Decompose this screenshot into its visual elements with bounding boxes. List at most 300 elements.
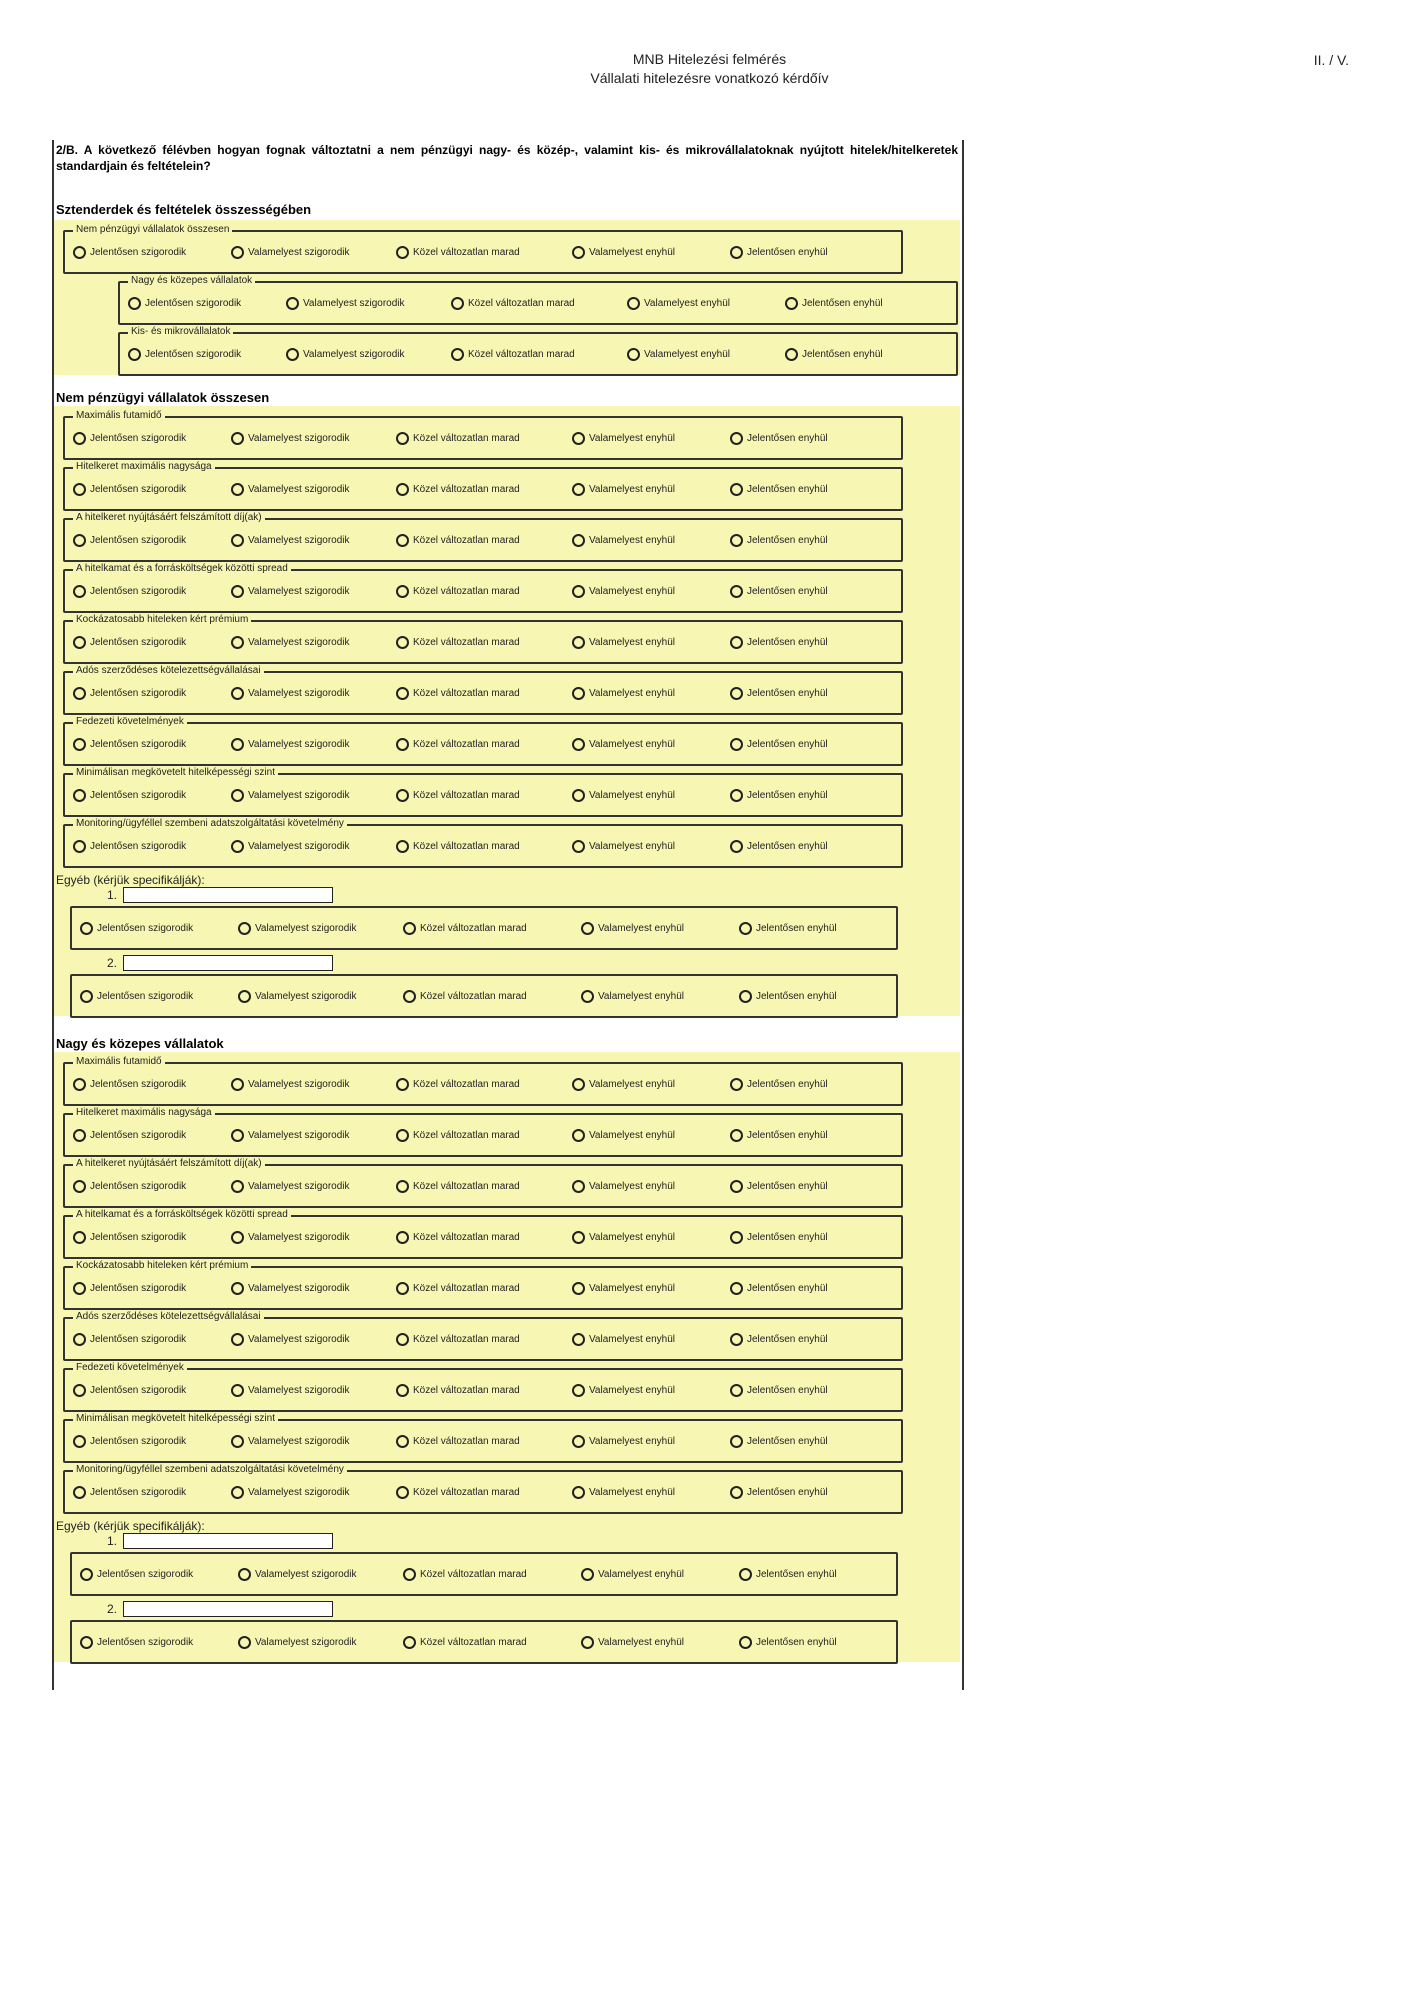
radio-option[interactable] bbox=[572, 483, 675, 496]
radio-option-label: Jelentősen enyhül bbox=[747, 687, 828, 699]
radio-option[interactable] bbox=[231, 585, 350, 598]
radio-button[interactable] bbox=[231, 534, 244, 547]
other-specify-input[interactable] bbox=[123, 887, 333, 903]
radio-button[interactable] bbox=[785, 297, 798, 310]
radio-option[interactable] bbox=[785, 297, 883, 310]
radio-option-label: Jelentősen enyhül bbox=[747, 1384, 828, 1396]
radio-option[interactable] bbox=[730, 1333, 828, 1346]
radio-option[interactable] bbox=[572, 687, 675, 700]
radio-button[interactable] bbox=[231, 1486, 244, 1499]
radio-option[interactable] bbox=[572, 534, 675, 547]
group-legend: A hitelkeret nyújtásáért felszámított díj(ak) bbox=[73, 512, 265, 524]
radio-button[interactable] bbox=[396, 687, 409, 700]
radio-option[interactable] bbox=[785, 348, 883, 361]
radio-option[interactable] bbox=[572, 738, 675, 751]
radio-option[interactable] bbox=[396, 1282, 520, 1295]
radio-button[interactable] bbox=[231, 1180, 244, 1193]
radio-button[interactable] bbox=[396, 789, 409, 802]
radio-option-label: Jelentősen enyhül bbox=[747, 636, 828, 648]
radio-button[interactable] bbox=[581, 1636, 594, 1649]
radio-button[interactable] bbox=[572, 738, 585, 751]
radio-option[interactable] bbox=[730, 1078, 828, 1091]
radio-button[interactable] bbox=[73, 738, 86, 751]
radio-option-label: Közel változatlan marad bbox=[413, 738, 520, 750]
radio-button[interactable] bbox=[231, 1078, 244, 1091]
radio-button[interactable] bbox=[73, 1333, 86, 1346]
radio-option[interactable] bbox=[572, 432, 675, 445]
radio-option[interactable] bbox=[572, 1384, 675, 1397]
radio-option[interactable] bbox=[396, 1435, 520, 1448]
radio-option[interactable] bbox=[730, 585, 828, 598]
radio-option[interactable] bbox=[730, 789, 828, 802]
radio-option[interactable] bbox=[572, 1231, 675, 1244]
radio-option[interactable] bbox=[739, 922, 837, 935]
radio-button[interactable] bbox=[231, 246, 244, 259]
radio-button[interactable] bbox=[73, 534, 86, 547]
radio-option[interactable] bbox=[572, 840, 675, 853]
radio-option-label: Jelentősen szigorodik bbox=[97, 1636, 194, 1648]
radio-button[interactable] bbox=[73, 432, 86, 445]
radio-option[interactable] bbox=[231, 636, 350, 649]
radio-button[interactable] bbox=[231, 840, 244, 853]
radio-button[interactable] bbox=[730, 1435, 743, 1448]
radio-option[interactable] bbox=[730, 687, 828, 700]
radio-option[interactable] bbox=[73, 1231, 186, 1244]
radio-option[interactable] bbox=[730, 1129, 828, 1142]
radio-option[interactable] bbox=[572, 1129, 675, 1142]
radio-option[interactable] bbox=[396, 483, 520, 496]
document-title: MNB Hitelezési felmérés bbox=[632, 51, 787, 67]
radio-button[interactable] bbox=[73, 1231, 86, 1244]
radio-button[interactable] bbox=[572, 483, 585, 496]
radio-option[interactable] bbox=[572, 636, 675, 649]
radio-button[interactable] bbox=[627, 297, 640, 310]
radio-option[interactable] bbox=[572, 789, 675, 802]
radio-option[interactable] bbox=[572, 246, 675, 259]
radio-option[interactable] bbox=[403, 990, 527, 1003]
radio-button[interactable] bbox=[730, 432, 743, 445]
document-subtitle: Vállalati hitelezésre vonatkozó kérdőív bbox=[590, 70, 829, 86]
radio-button[interactable] bbox=[581, 990, 594, 1003]
radio-option[interactable] bbox=[396, 1129, 520, 1142]
radio-button[interactable] bbox=[730, 1384, 743, 1397]
other-row-number: 1. bbox=[107, 1534, 118, 1548]
radio-button[interactable] bbox=[80, 922, 93, 935]
radio-button[interactable] bbox=[73, 1435, 86, 1448]
radio-button[interactable] bbox=[238, 1636, 251, 1649]
radio-button[interactable] bbox=[730, 1486, 743, 1499]
radio-option[interactable] bbox=[581, 1568, 684, 1581]
radio-option-label: Jelentősen szigorodik bbox=[97, 922, 194, 934]
radio-option[interactable] bbox=[730, 1435, 828, 1448]
radio-option[interactable] bbox=[231, 1129, 350, 1142]
radio-option[interactable] bbox=[73, 840, 186, 853]
radio-button[interactable] bbox=[286, 348, 299, 361]
radio-group bbox=[63, 461, 903, 511]
radio-option[interactable] bbox=[73, 246, 186, 259]
radio-button[interactable] bbox=[403, 990, 416, 1003]
radio-button[interactable] bbox=[396, 636, 409, 649]
radio-button[interactable] bbox=[730, 1282, 743, 1295]
radio-option[interactable] bbox=[231, 432, 350, 445]
other-specify-input[interactable] bbox=[123, 1601, 333, 1617]
radio-button[interactable] bbox=[80, 1568, 93, 1581]
radio-option[interactable] bbox=[73, 738, 186, 751]
radio-option[interactable] bbox=[73, 534, 186, 547]
radio-option[interactable] bbox=[128, 297, 241, 310]
radio-button[interactable] bbox=[231, 1435, 244, 1448]
radio-option[interactable] bbox=[80, 990, 193, 1003]
radio-option[interactable] bbox=[73, 1282, 186, 1295]
radio-option[interactable] bbox=[403, 1568, 527, 1581]
radio-option[interactable] bbox=[403, 1636, 527, 1649]
radio-option[interactable] bbox=[231, 1282, 350, 1295]
radio-option[interactable] bbox=[73, 432, 186, 445]
radio-button[interactable] bbox=[73, 1180, 86, 1193]
radio-option[interactable] bbox=[396, 534, 520, 547]
radio-button[interactable] bbox=[231, 687, 244, 700]
radio-option[interactable] bbox=[73, 1486, 186, 1499]
radio-option[interactable] bbox=[73, 585, 186, 598]
group-legend: Kockázatosabb hiteleken kért prémium bbox=[73, 614, 251, 626]
radio-option-label: Jelentősen enyhül bbox=[747, 1486, 828, 1498]
radio-option[interactable] bbox=[730, 1384, 828, 1397]
radio-option[interactable] bbox=[231, 738, 350, 751]
other-specify-input[interactable] bbox=[123, 955, 333, 971]
radio-option[interactable] bbox=[231, 1384, 350, 1397]
radio-button[interactable] bbox=[231, 1282, 244, 1295]
radio-option[interactable] bbox=[231, 1333, 350, 1346]
radio-option[interactable] bbox=[396, 585, 520, 598]
radio-option[interactable] bbox=[730, 1486, 828, 1499]
radio-option-label: Közel változatlan marad bbox=[413, 1282, 520, 1294]
radio-button[interactable] bbox=[403, 1568, 416, 1581]
radio-option-label: Közel változatlan marad bbox=[413, 1129, 520, 1141]
group-legend: A hitelkamat és a forrásköltségek közötti spread bbox=[73, 563, 291, 575]
radio-button[interactable] bbox=[730, 585, 743, 598]
radio-option[interactable] bbox=[238, 922, 357, 935]
radio-option[interactable] bbox=[396, 1231, 520, 1244]
radio-button[interactable] bbox=[403, 922, 416, 935]
radio-button[interactable] bbox=[730, 1231, 743, 1244]
radio-option[interactable] bbox=[286, 297, 405, 310]
radio-button[interactable] bbox=[396, 1384, 409, 1397]
radio-option[interactable] bbox=[231, 1231, 350, 1244]
section-background bbox=[54, 1052, 960, 1662]
radio-option[interactable] bbox=[572, 1435, 675, 1448]
radio-button[interactable] bbox=[572, 840, 585, 853]
radio-option[interactable] bbox=[231, 1180, 350, 1193]
radio-button[interactable] bbox=[730, 840, 743, 853]
radio-option[interactable] bbox=[73, 1435, 186, 1448]
radio-button[interactable] bbox=[73, 1078, 86, 1091]
radio-button[interactable] bbox=[730, 483, 743, 496]
radio-option[interactable] bbox=[231, 789, 350, 802]
radio-group bbox=[63, 614, 903, 664]
radio-button[interactable] bbox=[451, 297, 464, 310]
radio-button[interactable] bbox=[396, 840, 409, 853]
radio-option[interactable] bbox=[128, 348, 241, 361]
radio-option[interactable] bbox=[739, 990, 837, 1003]
radio-option[interactable] bbox=[73, 1384, 186, 1397]
radio-button[interactable] bbox=[231, 1129, 244, 1142]
radio-option[interactable] bbox=[572, 1282, 675, 1295]
radio-option[interactable] bbox=[396, 1486, 520, 1499]
radio-option[interactable] bbox=[739, 1568, 837, 1581]
radio-option[interactable] bbox=[80, 1636, 193, 1649]
radio-button[interactable] bbox=[286, 297, 299, 310]
radio-button[interactable] bbox=[572, 1384, 585, 1397]
radio-option[interactable] bbox=[73, 687, 186, 700]
radio-option-label: Jelentősen szigorodik bbox=[97, 1568, 194, 1580]
radio-option[interactable] bbox=[730, 1231, 828, 1244]
radio-option[interactable] bbox=[80, 922, 193, 935]
radio-button[interactable] bbox=[231, 738, 244, 751]
group-legend: Maximális futamidő bbox=[73, 410, 165, 422]
radio-button[interactable] bbox=[238, 1568, 251, 1581]
radio-button[interactable] bbox=[396, 1333, 409, 1346]
page-number: II. / V. bbox=[1313, 52, 1349, 68]
radio-option-label: Jelentősen enyhül bbox=[747, 432, 828, 444]
radio-option-label: Jelentősen enyhül bbox=[747, 1333, 828, 1345]
radio-option-label: Valamelyest szigorodik bbox=[248, 1435, 350, 1447]
radio-option[interactable] bbox=[73, 1129, 186, 1142]
radio-option[interactable] bbox=[396, 1078, 520, 1091]
radio-button[interactable] bbox=[231, 483, 244, 496]
radio-button[interactable] bbox=[73, 1486, 86, 1499]
radio-button[interactable] bbox=[627, 348, 640, 361]
radio-option[interactable] bbox=[396, 432, 520, 445]
radio-button[interactable] bbox=[80, 990, 93, 1003]
radio-button[interactable] bbox=[73, 636, 86, 649]
radio-option[interactable] bbox=[730, 1180, 828, 1193]
radio-button[interactable] bbox=[785, 348, 798, 361]
radio-button[interactable] bbox=[231, 636, 244, 649]
radio-button[interactable] bbox=[73, 585, 86, 598]
radio-button[interactable] bbox=[730, 1180, 743, 1193]
radio-button[interactable] bbox=[572, 1435, 585, 1448]
radio-button[interactable] bbox=[396, 246, 409, 259]
radio-option[interactable] bbox=[396, 789, 520, 802]
radio-option[interactable] bbox=[231, 1486, 350, 1499]
radio-option[interactable] bbox=[572, 1078, 675, 1091]
radio-option[interactable] bbox=[73, 483, 186, 496]
radio-option[interactable] bbox=[238, 1568, 357, 1581]
radio-button[interactable] bbox=[739, 1636, 752, 1649]
radio-button[interactable] bbox=[73, 246, 86, 259]
radio-option-label: Jelentősen enyhül bbox=[747, 840, 828, 852]
radio-button[interactable] bbox=[73, 687, 86, 700]
radio-button[interactable] bbox=[730, 1078, 743, 1091]
radio-option[interactable] bbox=[396, 1333, 520, 1346]
radio-button[interactable] bbox=[396, 483, 409, 496]
radio-option-label: Valamelyest enyhül bbox=[589, 687, 675, 699]
radio-option[interactable] bbox=[581, 922, 684, 935]
radio-option[interactable] bbox=[73, 1333, 186, 1346]
radio-button[interactable] bbox=[572, 585, 585, 598]
radio-button[interactable] bbox=[572, 1282, 585, 1295]
radio-button[interactable] bbox=[730, 246, 743, 259]
radio-option-label: Valamelyest szigorodik bbox=[248, 789, 350, 801]
radio-button[interactable] bbox=[572, 1129, 585, 1142]
radio-option[interactable] bbox=[451, 297, 575, 310]
radio-option[interactable] bbox=[730, 636, 828, 649]
radio-option[interactable] bbox=[730, 246, 828, 259]
radio-button[interactable] bbox=[396, 585, 409, 598]
radio-option[interactable] bbox=[581, 990, 684, 1003]
radio-button[interactable] bbox=[73, 1129, 86, 1142]
radio-button[interactable] bbox=[396, 1435, 409, 1448]
radio-button[interactable] bbox=[572, 246, 585, 259]
radio-option-label: Valamelyest szigorodik bbox=[248, 483, 350, 495]
radio-button[interactable] bbox=[572, 1333, 585, 1346]
radio-option[interactable] bbox=[730, 534, 828, 547]
radio-button[interactable] bbox=[572, 1231, 585, 1244]
radio-option[interactable] bbox=[231, 687, 350, 700]
radio-button[interactable] bbox=[572, 789, 585, 802]
radio-option[interactable] bbox=[581, 1636, 684, 1649]
radio-button[interactable] bbox=[730, 687, 743, 700]
radio-option-label: Valamelyest enyhül bbox=[589, 585, 675, 597]
radio-button[interactable] bbox=[739, 1568, 752, 1581]
radio-option[interactable] bbox=[73, 636, 186, 649]
radio-option[interactable] bbox=[572, 1180, 675, 1193]
radio-option[interactable] bbox=[73, 1180, 186, 1193]
radio-button[interactable] bbox=[128, 348, 141, 361]
radio-button[interactable] bbox=[231, 1333, 244, 1346]
radio-option-label: Valamelyest szigorodik bbox=[248, 1282, 350, 1294]
radio-option[interactable] bbox=[231, 534, 350, 547]
radio-option-label: Jelentősen szigorodik bbox=[90, 1129, 187, 1141]
radio-option[interactable] bbox=[286, 348, 405, 361]
radio-button[interactable] bbox=[730, 1129, 743, 1142]
radio-group bbox=[63, 716, 903, 766]
radio-option[interactable] bbox=[73, 789, 186, 802]
radio-button[interactable] bbox=[396, 534, 409, 547]
radio-option[interactable] bbox=[403, 922, 527, 935]
radio-button[interactable] bbox=[128, 297, 141, 310]
radio-option[interactable] bbox=[730, 1282, 828, 1295]
radio-button[interactable] bbox=[73, 789, 86, 802]
radio-option-label: Jelentősen enyhül bbox=[747, 1078, 828, 1090]
radio-option-label: Jelentősen enyhül bbox=[802, 348, 883, 360]
radio-option[interactable] bbox=[231, 483, 350, 496]
radio-option[interactable] bbox=[572, 1333, 675, 1346]
radio-option[interactable] bbox=[238, 990, 357, 1003]
radio-option[interactable] bbox=[451, 348, 575, 361]
radio-button[interactable] bbox=[231, 1231, 244, 1244]
radio-button[interactable] bbox=[581, 1568, 594, 1581]
radio-option[interactable] bbox=[572, 585, 675, 598]
radio-group bbox=[63, 665, 903, 715]
survey-form bbox=[52, 140, 964, 1690]
radio-option[interactable] bbox=[396, 636, 520, 649]
radio-button[interactable] bbox=[396, 1180, 409, 1193]
radio-option[interactable] bbox=[396, 1180, 520, 1193]
other-label: Egyéb (kérjük specifikálják): bbox=[56, 873, 205, 887]
radio-option[interactable] bbox=[396, 246, 520, 259]
radio-option[interactable] bbox=[396, 840, 520, 853]
radio-button[interactable] bbox=[730, 789, 743, 802]
radio-option[interactable] bbox=[396, 687, 520, 700]
radio-button[interactable] bbox=[572, 534, 585, 547]
radio-option[interactable] bbox=[627, 348, 730, 361]
radio-group bbox=[63, 563, 903, 613]
radio-button[interactable] bbox=[73, 1384, 86, 1397]
radio-button[interactable] bbox=[396, 1486, 409, 1499]
radio-button[interactable] bbox=[231, 432, 244, 445]
group-legend: Fedezeti követelmények bbox=[73, 1362, 187, 1374]
radio-button[interactable] bbox=[572, 687, 585, 700]
radio-option[interactable] bbox=[231, 1078, 350, 1091]
radio-button[interactable] bbox=[403, 1636, 416, 1649]
radio-option[interactable] bbox=[739, 1636, 837, 1649]
radio-option[interactable] bbox=[730, 483, 828, 496]
radio-button[interactable] bbox=[396, 1231, 409, 1244]
radio-button[interactable] bbox=[231, 789, 244, 802]
radio-button[interactable] bbox=[238, 990, 251, 1003]
radio-option[interactable] bbox=[627, 297, 730, 310]
radio-button[interactable] bbox=[396, 1282, 409, 1295]
radio-button[interactable] bbox=[572, 1486, 585, 1499]
radio-option[interactable] bbox=[396, 738, 520, 751]
radio-button[interactable] bbox=[572, 636, 585, 649]
radio-option[interactable] bbox=[730, 840, 828, 853]
radio-button[interactable] bbox=[581, 922, 594, 935]
radio-button[interactable] bbox=[451, 348, 464, 361]
radio-button[interactable] bbox=[739, 922, 752, 935]
radio-button[interactable] bbox=[396, 738, 409, 751]
radio-button[interactable] bbox=[730, 534, 743, 547]
radio-option-label: Valamelyest szigorodik bbox=[303, 297, 405, 309]
radio-button[interactable] bbox=[238, 922, 251, 935]
radio-option[interactable] bbox=[231, 1435, 350, 1448]
radio-button[interactable] bbox=[73, 1282, 86, 1295]
radio-button[interactable] bbox=[572, 1180, 585, 1193]
radio-option[interactable] bbox=[231, 840, 350, 853]
radio-button[interactable] bbox=[739, 990, 752, 1003]
radio-option[interactable] bbox=[238, 1636, 357, 1649]
radio-button[interactable] bbox=[396, 1129, 409, 1142]
radio-option[interactable] bbox=[730, 432, 828, 445]
radio-button[interactable] bbox=[73, 840, 86, 853]
other-specify-input[interactable] bbox=[123, 1533, 333, 1549]
radio-option[interactable] bbox=[73, 1078, 186, 1091]
radio-button[interactable] bbox=[730, 636, 743, 649]
radio-button[interactable] bbox=[396, 1078, 409, 1091]
radio-option[interactable] bbox=[396, 1384, 520, 1397]
radio-option[interactable] bbox=[572, 1486, 675, 1499]
radio-button[interactable] bbox=[572, 432, 585, 445]
radio-button[interactable] bbox=[73, 483, 86, 496]
radio-button[interactable] bbox=[231, 585, 244, 598]
radio-button[interactable] bbox=[572, 1078, 585, 1091]
radio-button[interactable] bbox=[396, 432, 409, 445]
radio-button[interactable] bbox=[231, 1384, 244, 1397]
radio-option[interactable] bbox=[730, 738, 828, 751]
radio-option-label: Jelentősen enyhül bbox=[747, 483, 828, 495]
radio-button[interactable] bbox=[730, 738, 743, 751]
radio-option-label: Valamelyest enyhül bbox=[589, 534, 675, 546]
radio-button[interactable] bbox=[80, 1636, 93, 1649]
section-background bbox=[54, 406, 960, 1016]
radio-option[interactable] bbox=[80, 1568, 193, 1581]
radio-option-label: Valamelyest enyhül bbox=[644, 297, 730, 309]
radio-option[interactable] bbox=[231, 246, 350, 259]
radio-button[interactable] bbox=[730, 1333, 743, 1346]
radio-option-label: Jelentősen enyhül bbox=[747, 534, 828, 546]
radio-option-label: Jelentősen enyhül bbox=[747, 1129, 828, 1141]
